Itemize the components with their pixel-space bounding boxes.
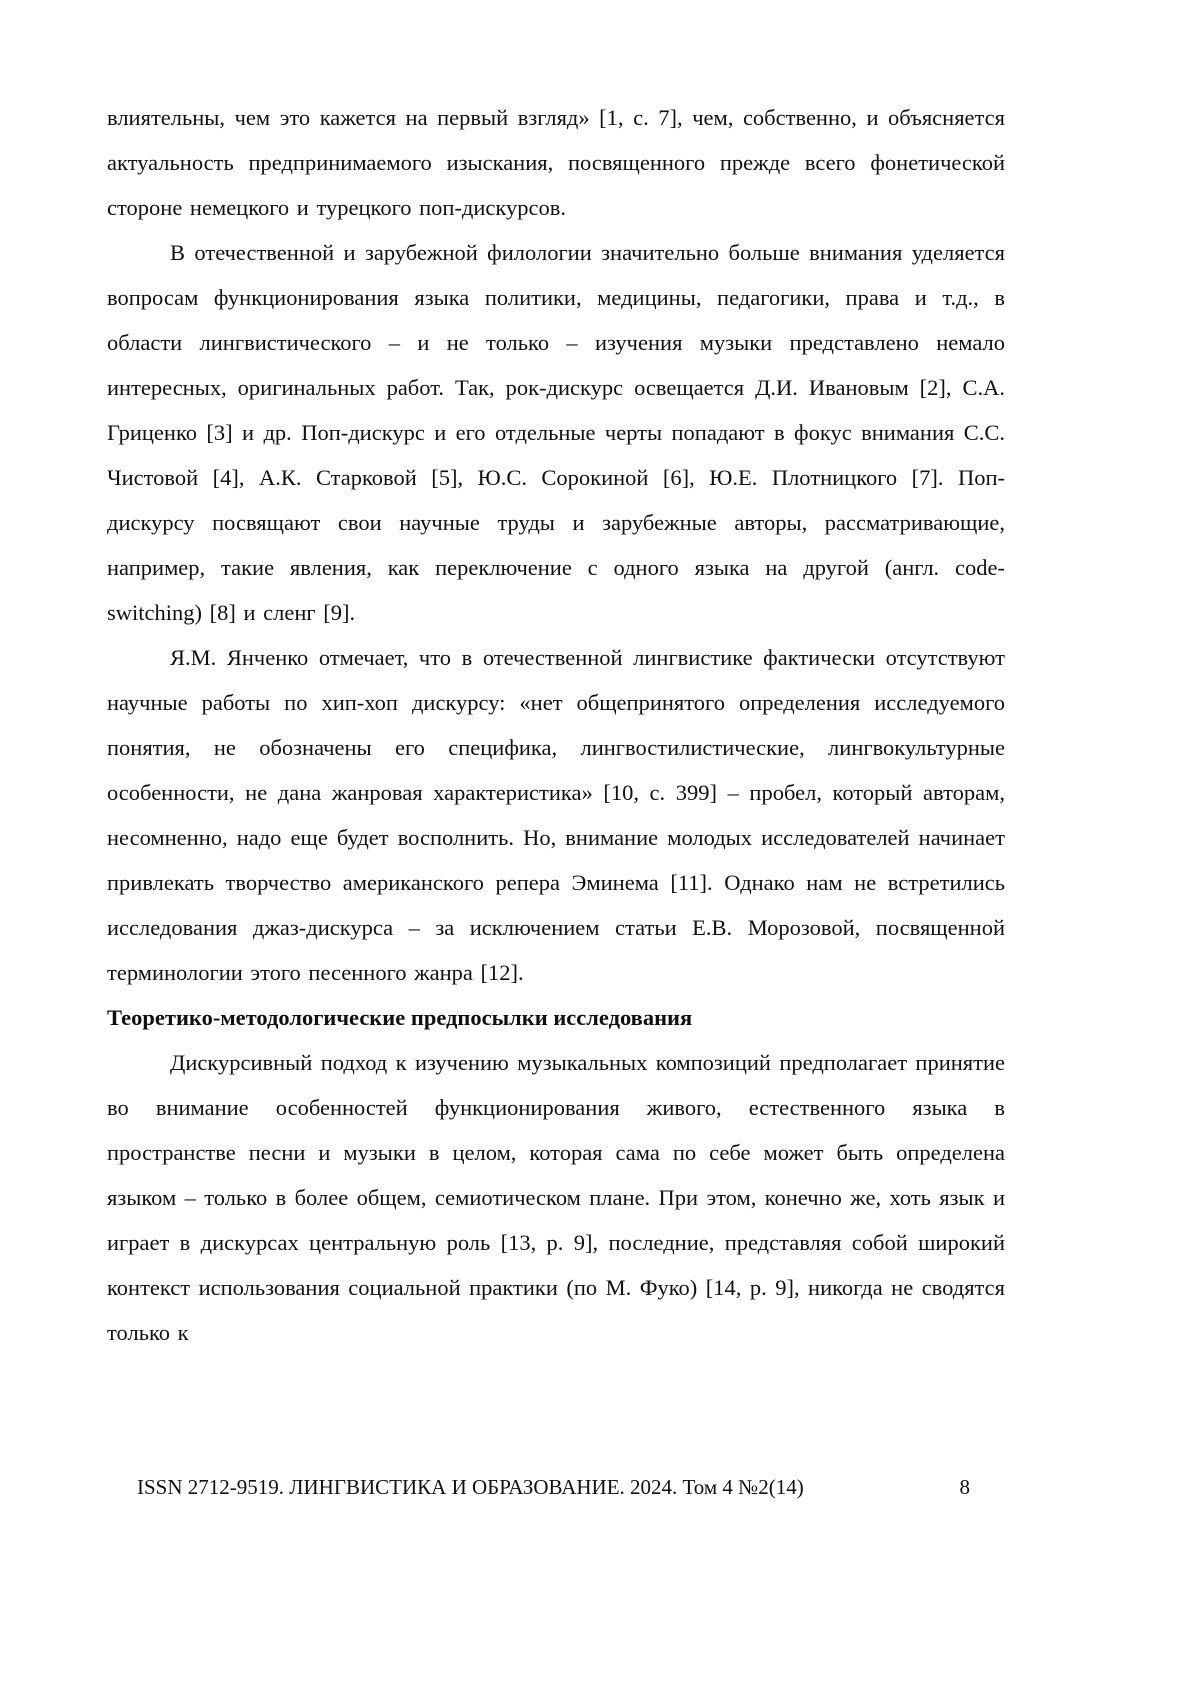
page-number: 8 <box>959 1475 970 1499</box>
page-content <box>107 95 1005 1355</box>
paragraph: Дискурсивный подход к изучению музыкальных композиций предполагает принятие во внимание особенностей функционирования живого, естественного языка в пространстве песни и музыки в целом, которая сама по себе может быть определена языком – только в более общем, семиотическом плане. При этом, конечно же, хоть язык и играет в дискурсах центральную роль [13, p. 9], последние, представляя собой широкий контекст использования социальной практики (по М. Фуко) [14, p. 9], никогда не сводятся только к <box>107 1050 1005 1345</box>
paragraph: Я.М. Янченко отмечает, что в отечественной лингвистике фактически отсутствуют научные работы по хип-хоп дискурсу: «нет общепринятого определения исследуемого понятия, не обозначены его специфика, лингвостилистические, лингвокультурные особенности, не дана жанровая характеристика» [10, с. 399] – пробел, который авторам, несомненно, надо еще будет восполнить. Но, внимание молодых исследователей начинает привлекать творчество американского репера Эминема [11]. Однако нам не встретились исследования джаз-дискурса – за исключением статьи Е.В. Морозовой, посвященной терминологии этого песенного жанра [12]. <box>107 645 1005 985</box>
section-heading: Теоретико-методологические предпосылки исследования <box>107 1005 693 1030</box>
paragraph-continued: влиятельны, чем это кажется на первый взгляд» [1, с. 7], чем, собственно, и объясняется актуальность предпринимаемого изыскания, посвященного прежде всего фонетической стороне немецкого и турецкого поп-дискурсов. <box>107 105 1005 220</box>
paragraph: В отечественной и зарубежной филологии значительно больше внимания уделяется вопросам функционирования языка политики, медицины, педагогики, права и т.д., в области лингвистического – и не только – изучения музыки представлено немало интересных, оригинальных работ. Так, рок-дискурс освещается Д.И. Ивановым [2], С.А. Гриценко [3] и др. Поп-дискурс и его отдельные черты попадают в фокус внимания С.С. Чистовой [4], А.К. Старковой [5], Ю.С. Сорокиной [6], Ю.Е. Плотницкого [7]. Поп-дискурсу посвящают свои научные труды и зарубежные авторы, рассматривающие, например, такие явления, как переключение с одного языка на другой (англ. code-switching) [8] и сленг [9]. <box>107 240 1005 625</box>
page-footer <box>107 1472 1005 1502</box>
journal-issn-line: ISSN 2712-9519. ЛИНГВИСТИКА И ОБРАЗОВАНИЕ. 2024. Том 4 №2(14) <box>137 1475 804 1499</box>
